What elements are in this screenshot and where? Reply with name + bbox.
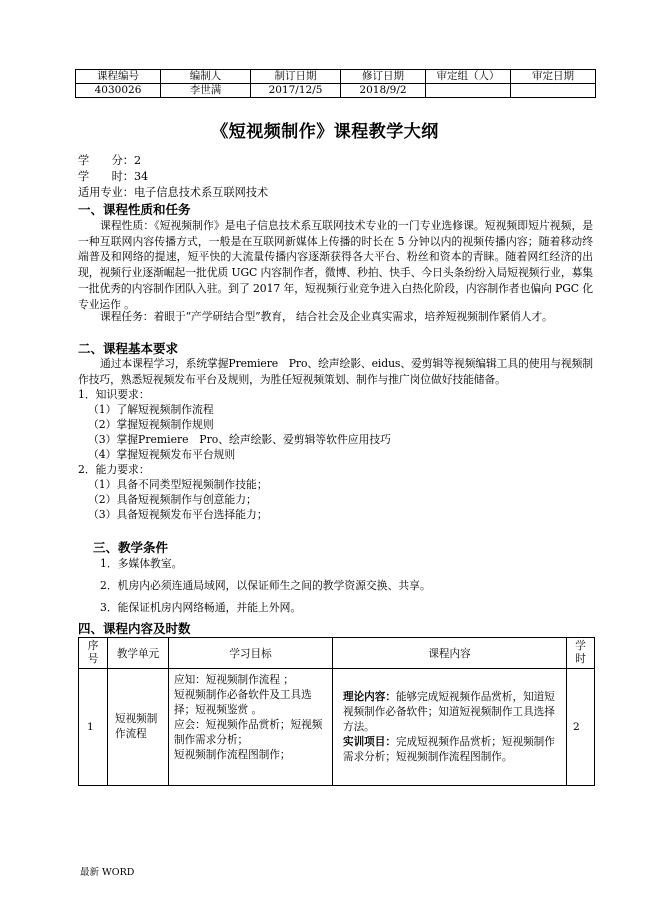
row-hours: 2 <box>567 669 595 786</box>
meta-header-cell: 编制人 <box>161 70 251 84</box>
row-content <box>333 669 567 786</box>
header-num: 序号 <box>79 638 108 669</box>
meta-header-cell: 制订日期 <box>251 70 341 84</box>
condition-item: 3．能保证机房内网络畅通，并能上外网。 <box>100 601 302 614</box>
credit-line: 学 分：2 <box>78 154 142 167</box>
knowledge-item: （1）了解短视频制作流程 <box>88 403 214 416</box>
practice-label: 实训项目： <box>343 735 396 748</box>
practice-block <box>343 735 560 765</box>
major-line: 适用专业：电子信息技术系互联网技术 <box>78 186 269 199</box>
meta-header-cell: 修订日期 <box>341 70 426 84</box>
header-goal: 学习目标 <box>169 638 333 669</box>
hours-line: 学 时：34 <box>78 170 149 183</box>
header-unit: 教学单元 <box>108 638 169 669</box>
theory-text: 能够完成短视频作品赏析，知道短视频制作必备软件；知道短视频制作工具选择方法。 <box>343 690 555 733</box>
ability-item: （2）具备短视频制作与创意能力； <box>88 493 257 506</box>
course-nature-paragraph: 课程性质：《短视频制作》是电子信息技术系互联网技术专业的一门专业选修课。短视频即短片视频，是一种互联网内容传播方式，一般是在互联网新媒体上传播的时长在 5 分钟以内的视频传播内容；随着移动终端普及和网络的提速，短平快的大流量传播内容逐渐获得各大平台、粉丝和资本的青睐。随着网红经济的出现，视频行业逐渐崛起一批优质 UGC 内容制作者，微博、秒拍、快手、今日头条纷纷入局短视频行业，募集一批优秀的内容制作团队入驻。到了 2017 年，短视频行业竞争进入白热化阶段，内容制作者也偏向 PGC 化专业运作 。 <box>78 219 593 311</box>
requirements-intro: 通过本课程学习，系统掌握Premiere Pro、绘声绘影、eidus、爱剪辑等视频编辑工具的使用与视频制作技巧，熟悉短视频发布平台及规则，为胜任短视频策划、制作与推广岗位做好技能储备。 <box>78 357 593 386</box>
meta-header-row <box>76 70 596 84</box>
ability-item: （3）具备短视频发布平台选择能力； <box>88 508 268 521</box>
row-unit: 短视频制作流程 <box>108 669 169 786</box>
condition-item: 1．多媒体教室。 <box>100 557 183 570</box>
course-content-table <box>78 637 595 786</box>
table-row <box>79 669 595 786</box>
section2-heading: 二、课程基本要求 <box>78 341 179 356</box>
course-task-paragraph: 课程任务：着眼于“产学研结合型”教育， 结合社会及企业真实需求，培养短视频制作紧俏人才。 <box>100 310 553 323</box>
ability-title: 2．能力要求： <box>78 463 150 476</box>
header-content: 课程内容 <box>333 638 567 669</box>
theory-block <box>343 690 560 735</box>
knowledge-item: （3）掌握Premiere Pro、绘声绘影、爱剪辑等软件应用技巧 <box>88 433 391 446</box>
document-title: 《短视频制作》课程教学大纲 <box>211 122 439 142</box>
course-meta-table <box>75 69 596 98</box>
course-code: 4030026 <box>76 84 161 98</box>
created-date: 2017/12/5 <box>251 84 341 98</box>
knowledge-title: 1．知识要求： <box>78 388 150 401</box>
meta-header-cell: 课程编号 <box>76 70 161 84</box>
revised-date: 2018/9/2 <box>341 84 426 98</box>
review-group <box>426 84 511 98</box>
meta-value-row <box>76 84 596 98</box>
footer-text: 最新 WORD <box>80 867 135 878</box>
content-table-header <box>79 638 595 669</box>
section1-heading: 一、课程性质和任务 <box>78 202 191 217</box>
practice-text: 完成短视频作品赏析；短视频制作需求分析；短视频制作流程图制作。 <box>343 735 555 763</box>
knowledge-item: （4）掌握短视频发布平台规则 <box>88 448 236 461</box>
goal-line: 短视频制作必备软件及工具选择；短视频鉴赏 。 <box>174 689 312 716</box>
section3-heading: 三、教学条件 <box>93 540 169 555</box>
author: 李世满 <box>161 84 251 98</box>
section4-heading: 四、课程内容及时数 <box>78 621 191 636</box>
knowledge-item: （2）掌握短视频制作规则 <box>88 418 214 431</box>
condition-item: 2．机房内必须连通局域网，以保证师生之间的教学资源交换、共享。 <box>100 579 431 592</box>
row-goal <box>169 669 333 786</box>
theory-label: 理论内容： <box>343 690 396 703</box>
goal-line: 短视频制作流程图制作； <box>174 749 291 761</box>
goal-line: 应会：短视频作品赏析；短视频制作需求分析； <box>174 719 323 746</box>
review-date <box>511 84 596 98</box>
meta-header-cell: 审定组（人） <box>426 70 511 84</box>
ability-item: （1）具备不同类型短视频制作技能； <box>88 478 268 491</box>
meta-header-cell: 审定日期 <box>511 70 596 84</box>
goal-line: 应知：短视频制作流程 ； <box>174 674 294 686</box>
header-hours: 学时 <box>567 638 595 669</box>
row-num: 1 <box>79 669 108 786</box>
knowledge-list <box>78 387 391 522</box>
